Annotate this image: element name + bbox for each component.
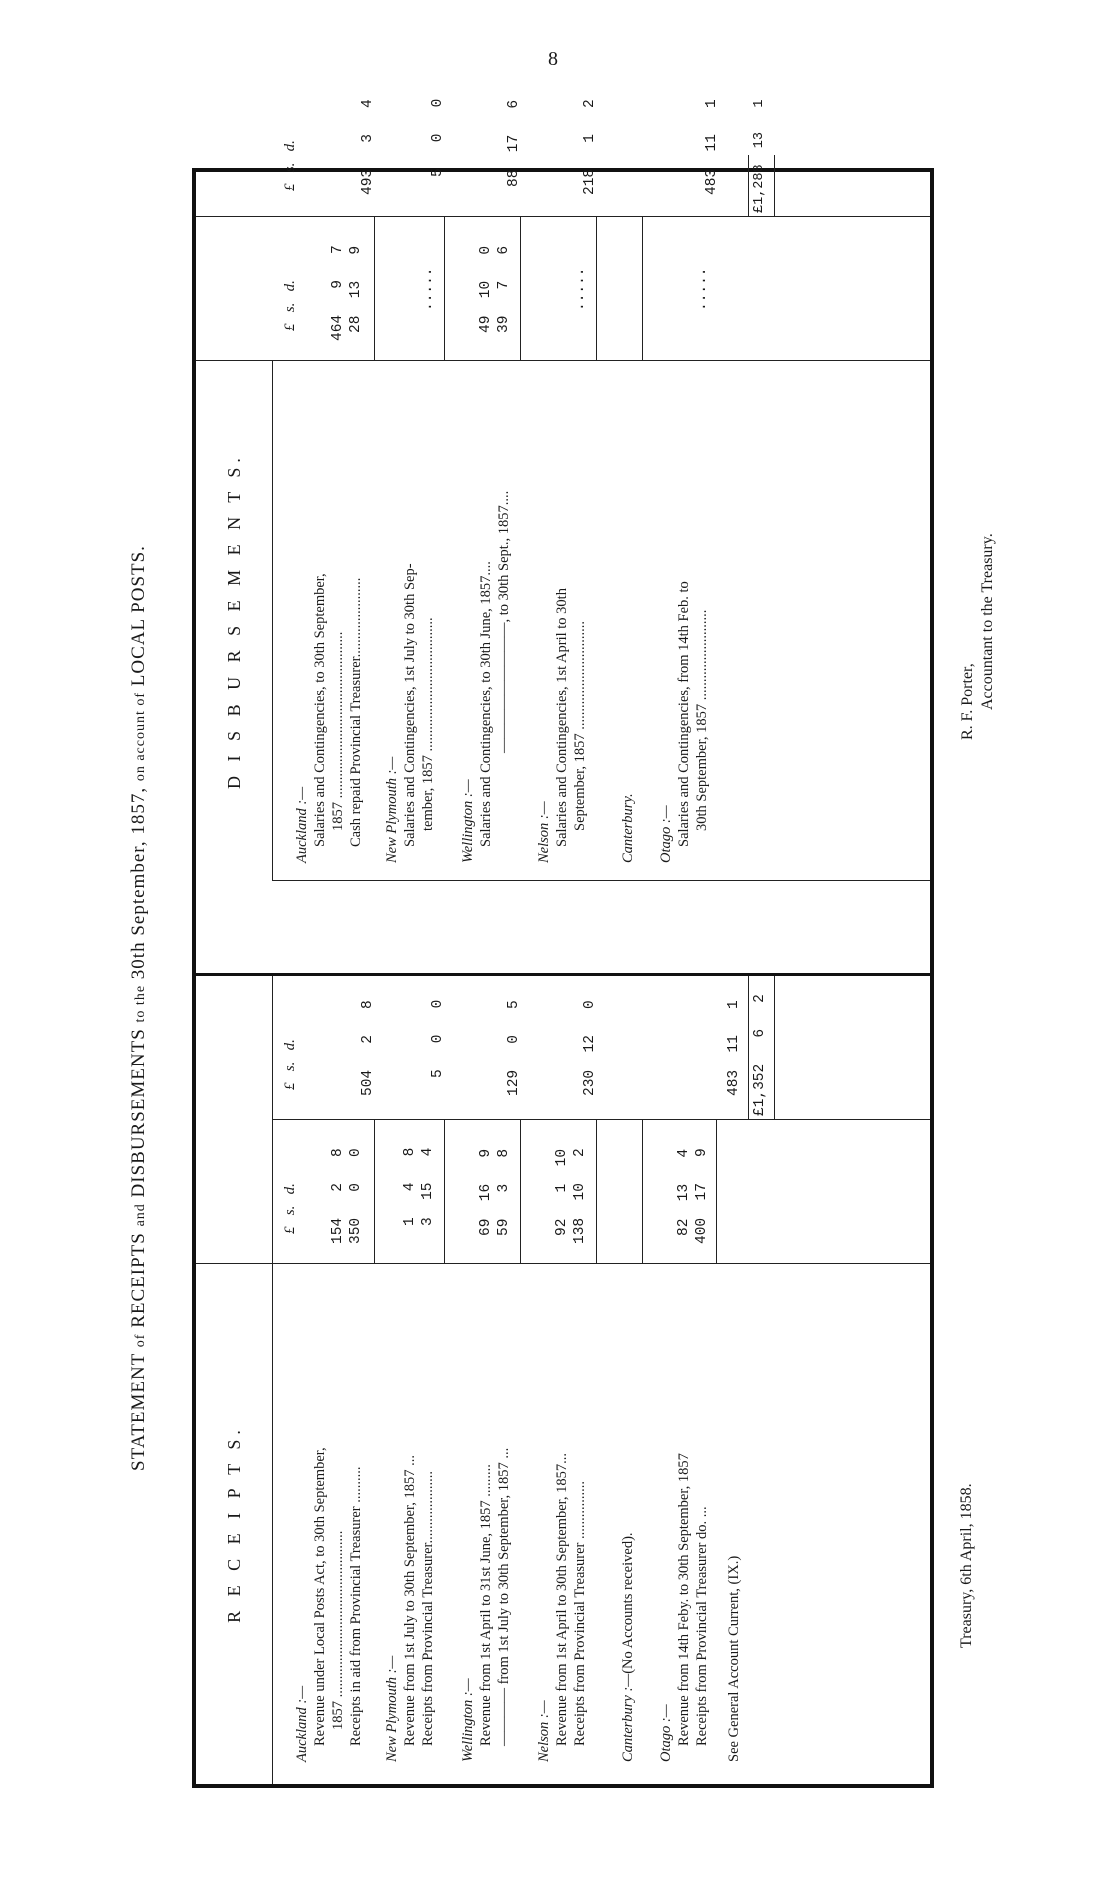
disb-canterbury-name: Canterbury. <box>620 793 636 863</box>
receipts-newplymouth-inner1: 1 4 8 <box>402 1147 418 1226</box>
disb-newplymouth-inner1: ..... <box>420 267 436 311</box>
receipts-otago-inner1: 82 13 4 <box>676 1148 692 1236</box>
disb-auckland-inner2: 28 13 9 <box>348 245 364 333</box>
disb-nelson-outer: 218 1 2 <box>582 99 598 195</box>
disb-auckland-outer: 493 3 4 <box>360 99 376 195</box>
disb-auckland-inner1: 464 9 7 <box>330 245 346 341</box>
receipts-auckland-name: Auckland :— <box>294 1685 310 1762</box>
disbursements-section <box>196 98 930 973</box>
receipts-otago-name: Otago :— <box>658 1704 674 1762</box>
disb-wellington-inner2: 39 7 6 <box>496 245 512 333</box>
disb-wellington-line2: —————————, to 30th Sept., 1857.... <box>496 490 512 753</box>
disb-newplymouth-line1b: tember, 1857 ..................................... <box>420 617 436 831</box>
receipts-inner-currency-head: £ s. d. <box>282 1183 298 1234</box>
signatory-title: Accountant to the Treasury. <box>979 533 996 710</box>
receipts-newplymouth-outer: 5 0 0 <box>430 999 446 1078</box>
statement-table <box>192 98 934 1788</box>
receipts-nelson-outer: 230 12 0 <box>582 1000 598 1096</box>
receipts-nelson-name: Nelson :— <box>536 1700 552 1762</box>
receipts-otago-line1: Revenue from 14th Feby. to 30th September, 1857 <box>676 1453 692 1746</box>
disb-auckland-line2: Cash repaid Provincial Treasurer...................... <box>348 577 364 847</box>
disb-otago-line1b: 30th September, 1857 ......................... <box>694 609 710 831</box>
signatory-name: R. F. Porter, <box>959 663 976 740</box>
receipts-otago-line2: Receipts from Provincial Treasurer do. ... <box>694 1506 710 1746</box>
receipts-wellington-line1: Revenue from 1st April to 31st June, 1857 ......... <box>478 1464 494 1746</box>
receipts-newplymouth-line2: Receipts from Provincial Treasurer.................... <box>420 1470 436 1746</box>
disb-newplymouth-line1: Salaries and Contingencies, 1st July to 30th Sep- <box>402 563 418 847</box>
disb-otago-inner1: ..... <box>694 267 710 311</box>
disb-newplymouth-name: New Plymouth :— <box>384 756 400 863</box>
rotated-statement <box>88 98 1114 1868</box>
receipts-nelson-inner2: 138 10 2 <box>572 1148 588 1244</box>
receipts-auckland-inner1: 154 2 8 <box>330 1148 346 1244</box>
disb-outer-currency-head: £ s. d. <box>282 140 298 191</box>
receipts-nelson-inner1: 92 1 10 <box>554 1148 570 1236</box>
receipts-auckland-line1b: 1857 .............................................. <box>330 1530 346 1730</box>
disb-nelson-line1b: September, 1857 .............................. <box>572 620 588 831</box>
disb-wellington-line1: Salaries and Contingencies, to 30th June, 1857.... <box>478 561 494 847</box>
disb-wellington-outer: 88 17 6 <box>506 99 522 187</box>
receipts-otago-inner2: 400 17 9 <box>694 1148 710 1244</box>
receipts-auckland-line1: Revenue under Local Posts Act, to 30th September, <box>312 1447 328 1746</box>
footer-signature <box>958 533 998 740</box>
receipts-outer-currency-head: £ s. d. <box>282 1039 298 1090</box>
footer-place-date: Treasury, 6th April, 1858. <box>958 1483 975 1648</box>
receipts-auckland-inner2: 350 0 0 <box>348 1148 364 1244</box>
disb-otago-outer: 483 11 1 <box>704 99 720 195</box>
receipts-canterbury: Canterbury :—(No Accounts received). <box>620 1532 636 1762</box>
receipts-newplymouth-name: New Plymouth :— <box>384 1655 400 1762</box>
receipts-wellington-inner2: 59 3 8 <box>496 1148 512 1236</box>
receipts-heading: R E C E I P T S. <box>224 1425 244 1623</box>
disbursements-heading: D I S B U R S E M E N T S. <box>224 453 244 789</box>
disb-inner-currency-head: £ s. d. <box>282 280 298 331</box>
receipts-auckland-line2: Receipts in aid from Provincial Treasurer .......... <box>348 1466 364 1746</box>
disb-total: £1,288 13 1 <box>752 99 767 213</box>
disb-nelson-line1: Salaries and Contingencies, 1st April to 30th <box>554 588 570 847</box>
receipts-newplymouth-inner2: 3 15 4 <box>420 1147 436 1226</box>
receipts-wellington-name: Wellington :— <box>460 1678 476 1762</box>
page-number: 8 <box>548 48 558 70</box>
disb-wellington-inner1: 49 10 0 <box>478 245 494 333</box>
statement-title: STATEMENT of RECEIPTS and DISBURSEMENTS to the 30th September, 1857, on account of LOCAL POSTS. <box>128 545 149 1471</box>
receipts-nelson-line2: Receipts from Provincial Treasurer ................ <box>572 1481 588 1746</box>
disb-auckland-line1b: 1857 .............................................. <box>330 631 346 831</box>
disb-otago-name: Otago :— <box>658 805 674 863</box>
disb-nelson-inner1: ..... <box>572 267 588 311</box>
disb-otago-line1: Salaries and Contingencies, from 14th Feb. to <box>676 581 692 847</box>
receipts-wellington-line2: ———— from 1st July to 30th September, 1857 ... <box>496 1447 512 1746</box>
receipts-nelson-line1: Revenue from 1st April to 30th September, 1857... <box>554 1452 570 1746</box>
receipts-auckland-outer: 504 2 8 <box>360 1000 376 1096</box>
disb-auckland-name: Auckland :— <box>294 786 310 863</box>
disb-newplymouth-outer: 5 0 0 <box>430 98 446 177</box>
receipts-total: £1,352 6 2 <box>752 994 768 1116</box>
receipts-wellington-outer: 129 0 5 <box>506 1000 522 1096</box>
receipts-section <box>196 976 930 1784</box>
disb-auckland-line1: Salaries and Contingencies, to 30th September, <box>312 573 328 847</box>
disb-wellington-name: Wellington :— <box>460 779 476 863</box>
receipts-see-account: See General Account Current, (IX.) <box>726 1555 742 1762</box>
receipts-newplymouth-line1: Revenue from 1st July to 30th September, 1857 ... <box>402 1455 418 1746</box>
receipts-otago-outer: 483 11 1 <box>726 1000 742 1096</box>
receipts-wellington-inner1: 69 16 9 <box>478 1148 494 1236</box>
disb-nelson-name: Nelson :— <box>536 801 552 863</box>
